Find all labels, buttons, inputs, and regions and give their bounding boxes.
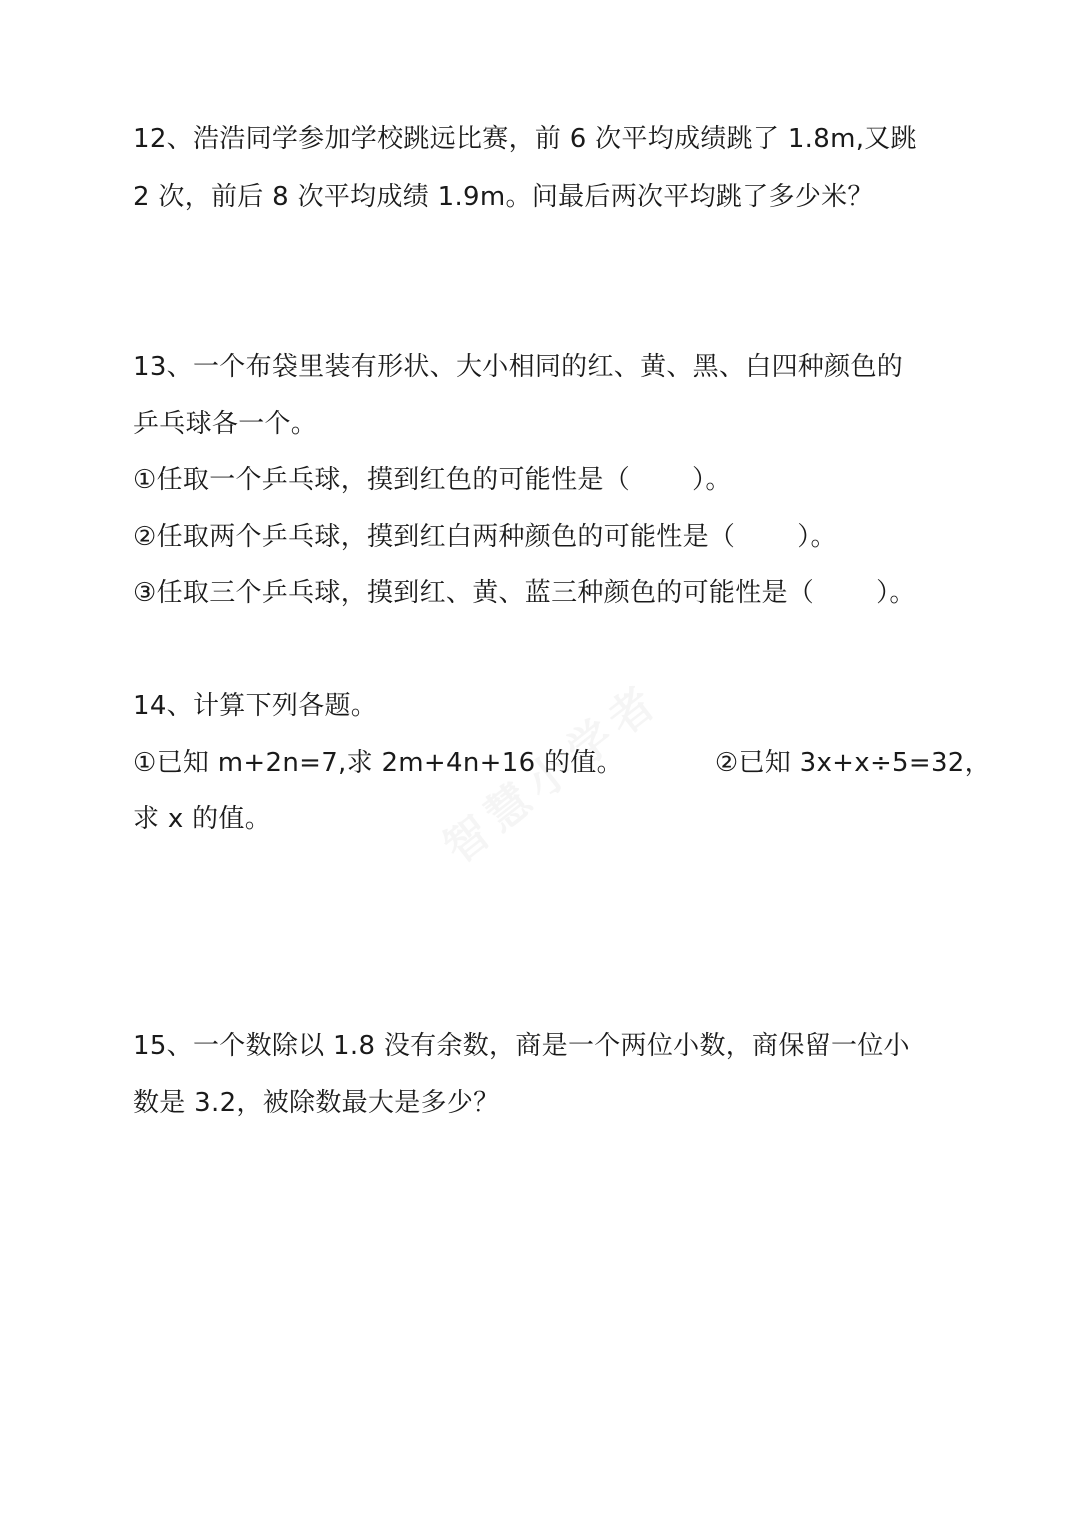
question-13-sub-3-text: ③任取三个乒乓球，摸到红、黄、蓝三种颜色的可能性是（ [133,578,815,608]
question-13-sub-1-end: ）。 [692,465,732,495]
question-13-sub-3 [133,576,916,610]
question-14-line-3: 求 x 的值。 [133,804,272,834]
question-14-part-1: ①已知 m+2n=7,求 2m+4n+16 的值。 [133,748,623,778]
question-13-sub-2-end: ）。 [797,522,837,552]
question-12-line-1: 12、浩浩同学参加学校跳远比赛，前 6 次平均成绩跳了 1.8m,又跳 [133,124,917,154]
question-14-part-2: ②已知 3x+x÷5=32， [714,748,991,778]
question-13-sub-2-text: ②任取两个乒乓球，摸到红白两种颜色的可能性是（ [133,522,736,552]
question-13-sub-3-end: ）。 [876,578,916,608]
question-13-sub-1-text: ①任取一个乒乓球，摸到红色的可能性是（ [133,465,631,495]
question-13-line-1: 13、一个布袋里装有形状、大小相同的红、黄、黑、白四种颜色的 [133,352,904,382]
question-14-parts [133,746,991,780]
question-13-sub-2 [133,520,837,554]
question-15-line-2: 数是 3.2，被除数最大是多少？ [133,1088,500,1118]
question-13-line-2: 乒乓球各一个。 [133,409,318,439]
question-13-sub-1 [133,463,732,497]
question-15-line-1: 15、一个数除以 1.8 没有余数，商是一个两位小数，商保留一位小 [133,1031,910,1061]
question-14-title: 14、计算下列各题。 [133,691,378,721]
question-12-line-2: 2 次，前后 8 次平均成绩 1.9m。问最后两次平均跳了多少米？ [133,182,874,212]
